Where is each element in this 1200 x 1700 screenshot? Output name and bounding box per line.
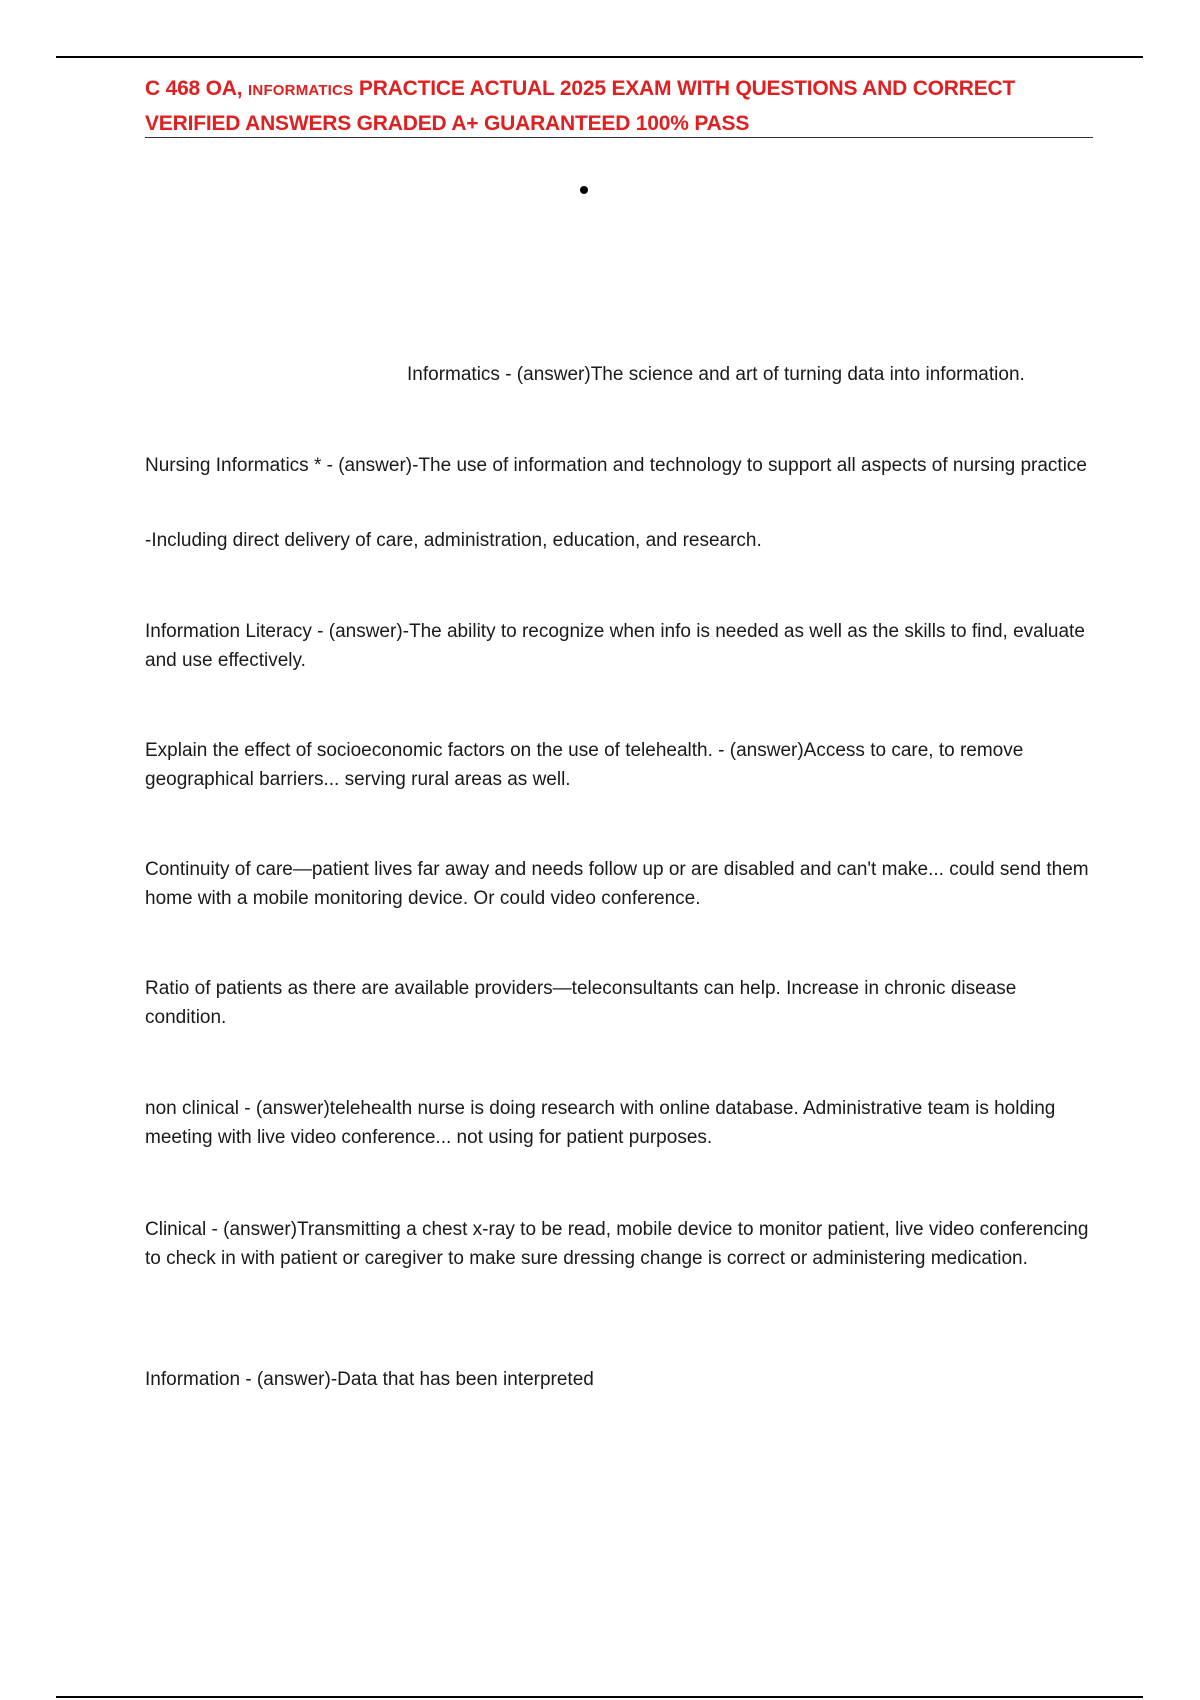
title-prefix: C 468 OA, xyxy=(145,77,249,100)
entry-continuity-of-care: Continuity of care—patient lives far away and needs follow up or are disabled and can't make... could send them home with a mobile monitoring device. Or could video conference. xyxy=(145,859,1089,909)
entry-nursing-informatics-detail: -Including direct delivery of care, administration, education, and research. xyxy=(145,530,762,551)
bottom-rule xyxy=(56,1696,1143,1698)
entry-informatics: Informatics - (answer)The science and art of turning data into information. xyxy=(407,364,1025,385)
entry-clinical: Clinical - (answer)Transmitting a chest x-ray to be read, mobile device to monitor patient, live video conferencing to check in with patient or caregiver to make sure dressing change is correct or administering medication. xyxy=(145,1219,1089,1269)
entry-socioeconomic-factors: Explain the effect of socioeconomic factors on the use of telehealth. - (answer)Access to care, to remove geographical barriers... serving rural areas as well. xyxy=(145,740,1024,790)
entry-information-literacy: Information Literacy - (answer)-The ability to recognize when info is needed as well as the skills to find, evaluate and use effectively. xyxy=(145,621,1085,671)
entry-nursing-informatics: Nursing Informatics * - (answer)-The use of information and technology to support all aspects of nursing practice xyxy=(145,455,1088,476)
title-smallcaps: INFORMATICS xyxy=(248,82,354,99)
entry-information: Information - (answer)-Data that has been interpreted xyxy=(145,1369,594,1390)
entry-ratio-of-patients: Ratio of patients as there are available providers—teleconsultants can help. Increase in chronic disease condition. xyxy=(145,978,1017,1028)
top-rule xyxy=(56,56,1143,58)
title-rest: PRACTICE ACTUAL 2025 EXAM WITH QUESTIONS AND CORRECT VERIFIED ANSWERS GRADED A+ GUARANTEED 100% PASS xyxy=(145,77,1016,135)
entry-non-clinical: non clinical - (answer)telehealth nurse is doing research with online database. Administrative team is holding meeting with live video conference... not using for patient purposes. xyxy=(145,1098,1056,1148)
document-title xyxy=(145,72,1105,140)
title-underline xyxy=(145,137,1093,138)
bullet-point xyxy=(580,186,588,194)
